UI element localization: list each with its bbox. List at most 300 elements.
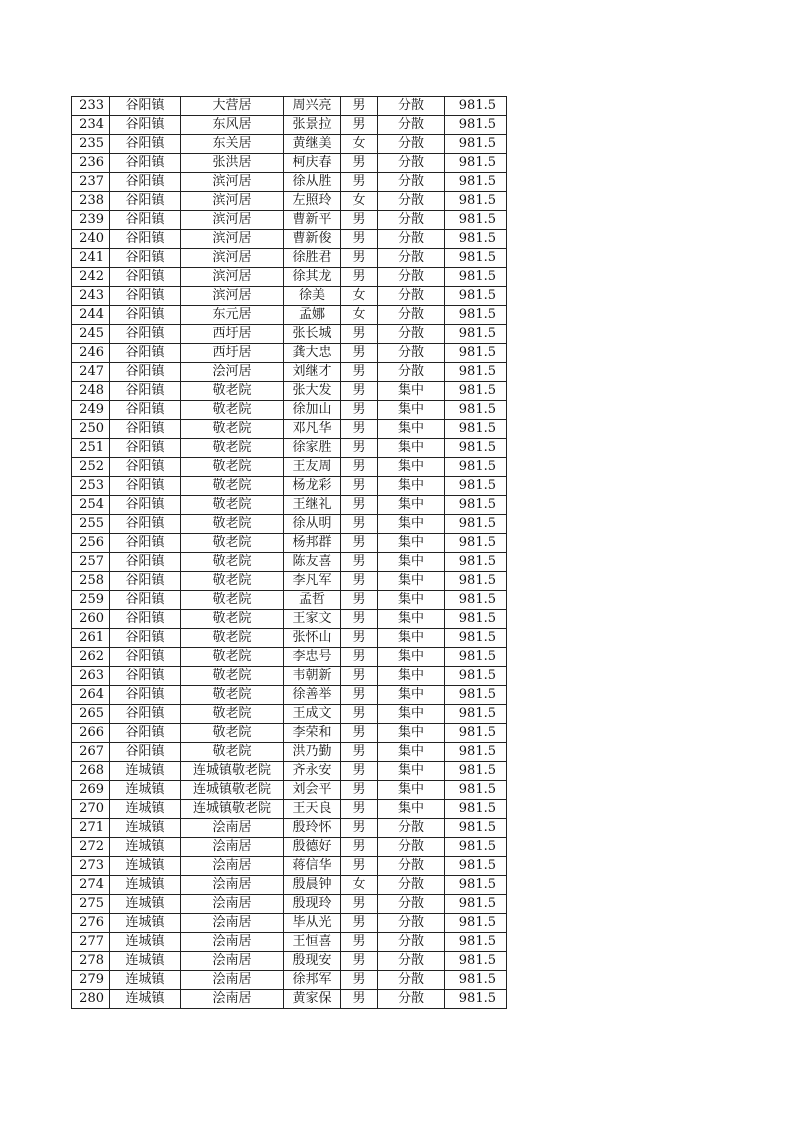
- gender-cell: 男: [341, 857, 378, 876]
- row-number: 253: [72, 477, 110, 496]
- table-row: [72, 439, 507, 458]
- unit-cell: 敬老院: [181, 382, 284, 401]
- row-number: 273: [72, 857, 110, 876]
- town-cell: 谷阳镇: [110, 420, 181, 439]
- name-cell: 张怀山: [284, 629, 341, 648]
- amount-cell: 981.5: [445, 895, 507, 914]
- gender-cell: 男: [341, 382, 378, 401]
- town-cell: 谷阳镇: [110, 230, 181, 249]
- row-number: 243: [72, 287, 110, 306]
- town-cell: 谷阳镇: [110, 249, 181, 268]
- amount-cell: 981.5: [445, 705, 507, 724]
- amount-cell: 981.5: [445, 154, 507, 173]
- type-cell: 分散: [378, 933, 445, 952]
- row-number: 255: [72, 515, 110, 534]
- unit-cell: 敬老院: [181, 420, 284, 439]
- amount-cell: 981.5: [445, 268, 507, 287]
- gender-cell: 男: [341, 401, 378, 420]
- gender-cell: 男: [341, 363, 378, 382]
- amount-cell: 981.5: [445, 192, 507, 211]
- gender-cell: 男: [341, 724, 378, 743]
- amount-cell: 981.5: [445, 743, 507, 762]
- name-cell: 刘会平: [284, 781, 341, 800]
- gender-cell: 男: [341, 154, 378, 173]
- town-cell: 谷阳镇: [110, 363, 181, 382]
- town-cell: 谷阳镇: [110, 705, 181, 724]
- type-cell: 分散: [378, 344, 445, 363]
- table-row: [72, 363, 507, 382]
- name-cell: 柯庆春: [284, 154, 341, 173]
- row-number: 265: [72, 705, 110, 724]
- name-cell: 王成文: [284, 705, 341, 724]
- amount-cell: 981.5: [445, 876, 507, 895]
- table-row: [72, 268, 507, 287]
- amount-cell: 981.5: [445, 572, 507, 591]
- amount-cell: 981.5: [445, 116, 507, 135]
- town-cell: 连城镇: [110, 914, 181, 933]
- type-cell: 集中: [378, 477, 445, 496]
- type-cell: 集中: [378, 762, 445, 781]
- type-cell: 分散: [378, 116, 445, 135]
- gender-cell: 男: [341, 325, 378, 344]
- unit-cell: 浍南居: [181, 914, 284, 933]
- table-row: [72, 325, 507, 344]
- gender-cell: 男: [341, 686, 378, 705]
- name-cell: 张大发: [284, 382, 341, 401]
- table-row: [72, 572, 507, 591]
- type-cell: 分散: [378, 857, 445, 876]
- name-cell: 张长城: [284, 325, 341, 344]
- type-cell: 分散: [378, 230, 445, 249]
- unit-cell: 敬老院: [181, 610, 284, 629]
- table-row: [72, 458, 507, 477]
- town-cell: 谷阳镇: [110, 325, 181, 344]
- name-cell: 李凡军: [284, 572, 341, 591]
- town-cell: 谷阳镇: [110, 306, 181, 325]
- row-number: 254: [72, 496, 110, 515]
- name-cell: 韦朝新: [284, 667, 341, 686]
- name-cell: 蒋信华: [284, 857, 341, 876]
- amount-cell: 981.5: [445, 325, 507, 344]
- amount-cell: 981.5: [445, 819, 507, 838]
- unit-cell: 东风居: [181, 116, 284, 135]
- gender-cell: 男: [341, 420, 378, 439]
- row-number: 270: [72, 800, 110, 819]
- table-row: [72, 971, 507, 990]
- gender-cell: 男: [341, 553, 378, 572]
- town-cell: 连城镇: [110, 781, 181, 800]
- name-cell: 孟娜: [284, 306, 341, 325]
- row-number: 251: [72, 439, 110, 458]
- amount-cell: 981.5: [445, 382, 507, 401]
- type-cell: 集中: [378, 420, 445, 439]
- town-cell: 谷阳镇: [110, 629, 181, 648]
- gender-cell: 男: [341, 819, 378, 838]
- row-number: 278: [72, 952, 110, 971]
- town-cell: 连城镇: [110, 952, 181, 971]
- type-cell: 集中: [378, 458, 445, 477]
- table-row: [72, 515, 507, 534]
- row-number: 240: [72, 230, 110, 249]
- type-cell: 分散: [378, 287, 445, 306]
- unit-cell: 敬老院: [181, 534, 284, 553]
- unit-cell: 滨河居: [181, 192, 284, 211]
- unit-cell: 连城镇敬老院: [181, 781, 284, 800]
- gender-cell: 男: [341, 591, 378, 610]
- type-cell: 集中: [378, 515, 445, 534]
- table-row: [72, 420, 507, 439]
- type-cell: 分散: [378, 135, 445, 154]
- row-number: 241: [72, 249, 110, 268]
- row-number: 271: [72, 819, 110, 838]
- table-row: [72, 135, 507, 154]
- name-cell: 徐从胜: [284, 173, 341, 192]
- gender-cell: 男: [341, 705, 378, 724]
- row-number: 264: [72, 686, 110, 705]
- amount-cell: 981.5: [445, 781, 507, 800]
- gender-cell: 男: [341, 572, 378, 591]
- amount-cell: 981.5: [445, 553, 507, 572]
- unit-cell: 滨河居: [181, 173, 284, 192]
- row-number: 245: [72, 325, 110, 344]
- amount-cell: 981.5: [445, 439, 507, 458]
- name-cell: 徐加山: [284, 401, 341, 420]
- town-cell: 谷阳镇: [110, 515, 181, 534]
- type-cell: 集中: [378, 629, 445, 648]
- town-cell: 谷阳镇: [110, 743, 181, 762]
- name-cell: 徐其龙: [284, 268, 341, 287]
- name-cell: 黄家保: [284, 990, 341, 1009]
- amount-cell: 981.5: [445, 306, 507, 325]
- gender-cell: 男: [341, 952, 378, 971]
- type-cell: 集中: [378, 496, 445, 515]
- name-cell: 齐永安: [284, 762, 341, 781]
- row-number: 268: [72, 762, 110, 781]
- data-table: [71, 96, 507, 1009]
- town-cell: 谷阳镇: [110, 496, 181, 515]
- unit-cell: 敬老院: [181, 477, 284, 496]
- name-cell: 殷现安: [284, 952, 341, 971]
- amount-cell: 981.5: [445, 686, 507, 705]
- unit-cell: 浍南居: [181, 895, 284, 914]
- type-cell: 分散: [378, 990, 445, 1009]
- town-cell: 谷阳镇: [110, 287, 181, 306]
- table-row: [72, 496, 507, 515]
- gender-cell: 女: [341, 192, 378, 211]
- name-cell: 龚大忠: [284, 344, 341, 363]
- table-row: [72, 287, 507, 306]
- name-cell: 左照玲: [284, 192, 341, 211]
- name-cell: 殷德好: [284, 838, 341, 857]
- gender-cell: 男: [341, 439, 378, 458]
- type-cell: 分散: [378, 971, 445, 990]
- row-number: 266: [72, 724, 110, 743]
- amount-cell: 981.5: [445, 857, 507, 876]
- name-cell: 孟哲: [284, 591, 341, 610]
- town-cell: 连城镇: [110, 933, 181, 952]
- unit-cell: 敬老院: [181, 686, 284, 705]
- row-number: 244: [72, 306, 110, 325]
- unit-cell: 浍河居: [181, 363, 284, 382]
- amount-cell: 981.5: [445, 762, 507, 781]
- unit-cell: 连城镇敬老院: [181, 800, 284, 819]
- amount-cell: 981.5: [445, 477, 507, 496]
- gender-cell: 男: [341, 496, 378, 515]
- name-cell: 周兴亮: [284, 97, 341, 116]
- amount-cell: 981.5: [445, 515, 507, 534]
- name-cell: 徐家胜: [284, 439, 341, 458]
- gender-cell: 男: [341, 914, 378, 933]
- gender-cell: 男: [341, 990, 378, 1009]
- town-cell: 谷阳镇: [110, 382, 181, 401]
- type-cell: 集中: [378, 724, 445, 743]
- type-cell: 集中: [378, 534, 445, 553]
- row-number: 277: [72, 933, 110, 952]
- amount-cell: 981.5: [445, 591, 507, 610]
- table-row: [72, 743, 507, 762]
- town-cell: 谷阳镇: [110, 268, 181, 287]
- row-number: 250: [72, 420, 110, 439]
- row-number: 258: [72, 572, 110, 591]
- table-row: [72, 249, 507, 268]
- town-cell: 谷阳镇: [110, 439, 181, 458]
- type-cell: 分散: [378, 838, 445, 857]
- amount-cell: 981.5: [445, 173, 507, 192]
- name-cell: 徐善举: [284, 686, 341, 705]
- row-number: 267: [72, 743, 110, 762]
- unit-cell: 大营居: [181, 97, 284, 116]
- row-number: 263: [72, 667, 110, 686]
- town-cell: 谷阳镇: [110, 211, 181, 230]
- town-cell: 谷阳镇: [110, 610, 181, 629]
- town-cell: 谷阳镇: [110, 344, 181, 363]
- amount-cell: 981.5: [445, 97, 507, 116]
- gender-cell: 女: [341, 287, 378, 306]
- row-number: 248: [72, 382, 110, 401]
- gender-cell: 男: [341, 762, 378, 781]
- town-cell: 谷阳镇: [110, 591, 181, 610]
- type-cell: 集中: [378, 401, 445, 420]
- gender-cell: 男: [341, 743, 378, 762]
- town-cell: 谷阳镇: [110, 154, 181, 173]
- amount-cell: 981.5: [445, 249, 507, 268]
- amount-cell: 981.5: [445, 344, 507, 363]
- table-row: [72, 914, 507, 933]
- amount-cell: 981.5: [445, 363, 507, 382]
- table-row: [72, 211, 507, 230]
- table-row: [72, 116, 507, 135]
- name-cell: 王继礼: [284, 496, 341, 515]
- town-cell: 谷阳镇: [110, 192, 181, 211]
- table-row: [72, 933, 507, 952]
- name-cell: 徐美: [284, 287, 341, 306]
- table-row: [72, 762, 507, 781]
- gender-cell: 男: [341, 838, 378, 857]
- name-cell: 杨邦群: [284, 534, 341, 553]
- table-row: [72, 382, 507, 401]
- amount-cell: 981.5: [445, 629, 507, 648]
- table-row: [72, 154, 507, 173]
- unit-cell: 东元居: [181, 306, 284, 325]
- amount-cell: 981.5: [445, 420, 507, 439]
- name-cell: 邓凡华: [284, 420, 341, 439]
- town-cell: 连城镇: [110, 990, 181, 1009]
- name-cell: 王家文: [284, 610, 341, 629]
- row-number: 262: [72, 648, 110, 667]
- unit-cell: 滨河居: [181, 268, 284, 287]
- name-cell: 殷现玲: [284, 895, 341, 914]
- unit-cell: 敬老院: [181, 724, 284, 743]
- unit-cell: 敬老院: [181, 629, 284, 648]
- unit-cell: 敬老院: [181, 667, 284, 686]
- gender-cell: 男: [341, 97, 378, 116]
- amount-cell: 981.5: [445, 287, 507, 306]
- town-cell: 谷阳镇: [110, 97, 181, 116]
- unit-cell: 敬老院: [181, 705, 284, 724]
- town-cell: 连城镇: [110, 971, 181, 990]
- type-cell: 集中: [378, 743, 445, 762]
- type-cell: 集中: [378, 382, 445, 401]
- amount-cell: 981.5: [445, 211, 507, 230]
- name-cell: 徐胜君: [284, 249, 341, 268]
- town-cell: 谷阳镇: [110, 477, 181, 496]
- unit-cell: 浍南居: [181, 933, 284, 952]
- type-cell: 分散: [378, 363, 445, 382]
- type-cell: 分散: [378, 876, 445, 895]
- row-number: 234: [72, 116, 110, 135]
- table-row: [72, 705, 507, 724]
- table-row: [72, 724, 507, 743]
- table-row: [72, 534, 507, 553]
- town-cell: 谷阳镇: [110, 534, 181, 553]
- name-cell: 殷玲怀: [284, 819, 341, 838]
- town-cell: 连城镇: [110, 838, 181, 857]
- table-row: [72, 230, 507, 249]
- town-cell: 谷阳镇: [110, 458, 181, 477]
- gender-cell: 男: [341, 230, 378, 249]
- name-cell: 洪乃勤: [284, 743, 341, 762]
- table-row: [72, 610, 507, 629]
- amount-cell: 981.5: [445, 933, 507, 952]
- table-row: [72, 629, 507, 648]
- type-cell: 集中: [378, 553, 445, 572]
- type-cell: 分散: [378, 97, 445, 116]
- row-number: 257: [72, 553, 110, 572]
- gender-cell: 男: [341, 629, 378, 648]
- name-cell: 王恒喜: [284, 933, 341, 952]
- table-row: [72, 667, 507, 686]
- row-number: 272: [72, 838, 110, 857]
- row-number: 252: [72, 458, 110, 477]
- type-cell: 分散: [378, 952, 445, 971]
- name-cell: 刘继才: [284, 363, 341, 382]
- table-row: [72, 781, 507, 800]
- gender-cell: 男: [341, 515, 378, 534]
- name-cell: 杨龙彩: [284, 477, 341, 496]
- type-cell: 分散: [378, 306, 445, 325]
- town-cell: 连城镇: [110, 819, 181, 838]
- gender-cell: 男: [341, 477, 378, 496]
- town-cell: 谷阳镇: [110, 724, 181, 743]
- table-row: [72, 344, 507, 363]
- unit-cell: 敬老院: [181, 572, 284, 591]
- unit-cell: 敬老院: [181, 496, 284, 515]
- town-cell: 谷阳镇: [110, 667, 181, 686]
- row-number: 259: [72, 591, 110, 610]
- type-cell: 集中: [378, 591, 445, 610]
- row-number: 280: [72, 990, 110, 1009]
- table-row: [72, 952, 507, 971]
- type-cell: 分散: [378, 895, 445, 914]
- gender-cell: 男: [341, 800, 378, 819]
- amount-cell: 981.5: [445, 990, 507, 1009]
- amount-cell: 981.5: [445, 496, 507, 515]
- unit-cell: 浍南居: [181, 990, 284, 1009]
- gender-cell: 男: [341, 971, 378, 990]
- type-cell: 集中: [378, 667, 445, 686]
- name-cell: 徐邦军: [284, 971, 341, 990]
- unit-cell: 浍南居: [181, 857, 284, 876]
- unit-cell: 敬老院: [181, 515, 284, 534]
- town-cell: 谷阳镇: [110, 648, 181, 667]
- row-number: 276: [72, 914, 110, 933]
- town-cell: 谷阳镇: [110, 572, 181, 591]
- type-cell: 分散: [378, 192, 445, 211]
- row-number: 233: [72, 97, 110, 116]
- table-row: [72, 895, 507, 914]
- table-row: [72, 819, 507, 838]
- amount-cell: 981.5: [445, 230, 507, 249]
- table-row: [72, 97, 507, 116]
- name-cell: 曹新平: [284, 211, 341, 230]
- town-cell: 谷阳镇: [110, 116, 181, 135]
- unit-cell: 浍南居: [181, 952, 284, 971]
- row-number: 235: [72, 135, 110, 154]
- name-cell: 陈友喜: [284, 553, 341, 572]
- gender-cell: 男: [341, 458, 378, 477]
- town-cell: 谷阳镇: [110, 135, 181, 154]
- amount-cell: 981.5: [445, 610, 507, 629]
- town-cell: 连城镇: [110, 895, 181, 914]
- row-number: 256: [72, 534, 110, 553]
- amount-cell: 981.5: [445, 724, 507, 743]
- type-cell: 集中: [378, 800, 445, 819]
- town-cell: 连城镇: [110, 800, 181, 819]
- unit-cell: 浍南居: [181, 838, 284, 857]
- amount-cell: 981.5: [445, 667, 507, 686]
- type-cell: 集中: [378, 439, 445, 458]
- type-cell: 分散: [378, 154, 445, 173]
- type-cell: 分散: [378, 268, 445, 287]
- table-row: [72, 800, 507, 819]
- name-cell: 李荣和: [284, 724, 341, 743]
- gender-cell: 男: [341, 648, 378, 667]
- amount-cell: 981.5: [445, 458, 507, 477]
- type-cell: 分散: [378, 173, 445, 192]
- row-number: 238: [72, 192, 110, 211]
- row-number: 249: [72, 401, 110, 420]
- unit-cell: 滨河居: [181, 230, 284, 249]
- table-row: [72, 876, 507, 895]
- amount-cell: 981.5: [445, 952, 507, 971]
- unit-cell: 敬老院: [181, 591, 284, 610]
- type-cell: 分散: [378, 325, 445, 344]
- name-cell: 黄继美: [284, 135, 341, 154]
- unit-cell: 敬老院: [181, 553, 284, 572]
- name-cell: 徐从明: [284, 515, 341, 534]
- row-number: 239: [72, 211, 110, 230]
- type-cell: 分散: [378, 249, 445, 268]
